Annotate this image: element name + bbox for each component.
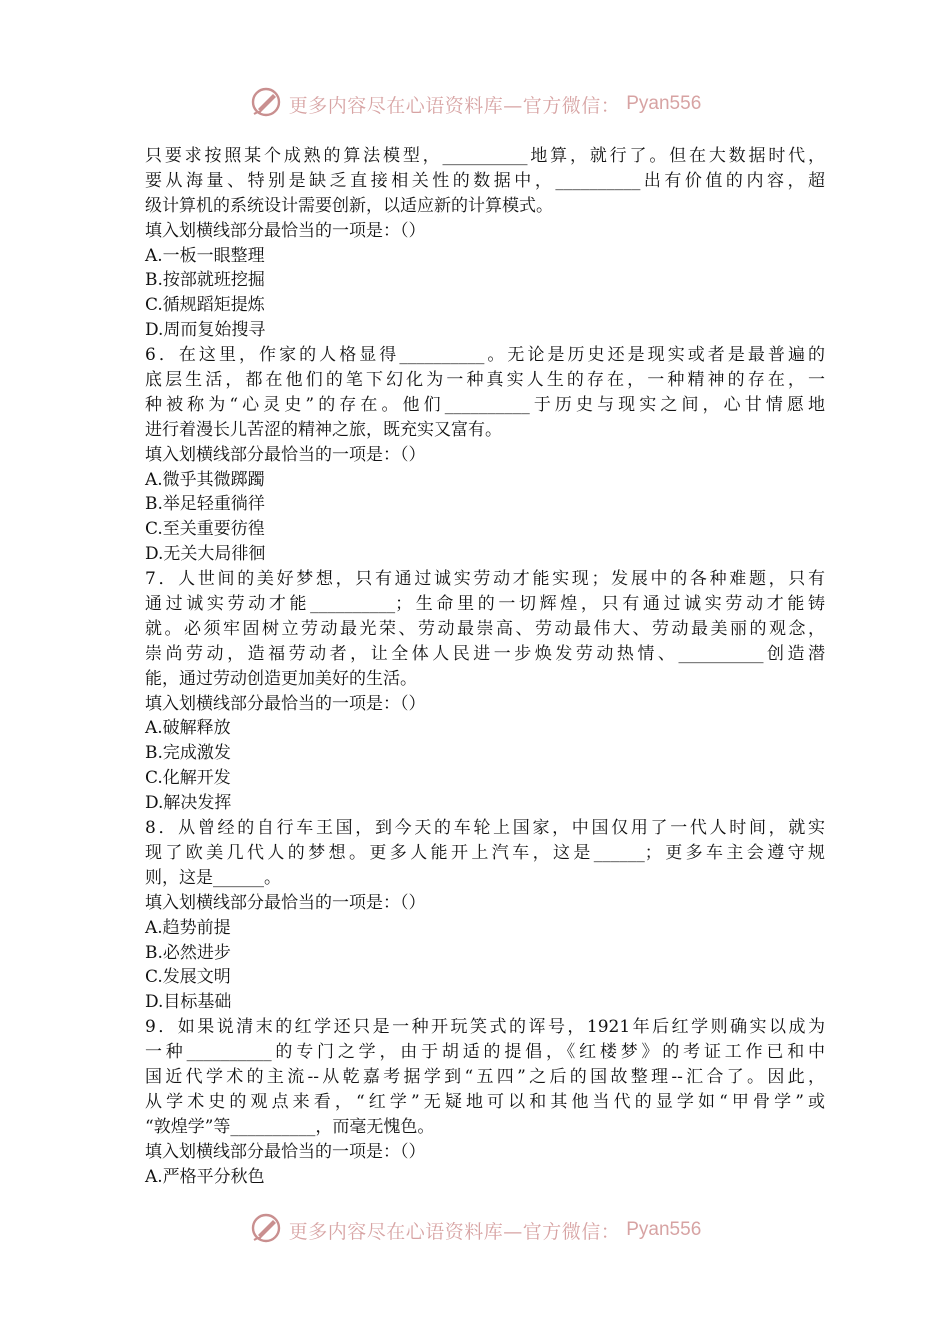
question-prompt: 填入划横线部分最恰当的一项是：（） — [145, 220, 426, 241]
option-c: C.至关重要彷徨 — [145, 519, 265, 540]
question-9-text: 9．如果说清末的红学还只是一种开玩笑式的诨号，1921年后红学则确实以成为 — [145, 1017, 825, 1038]
pen-logo-icon — [249, 85, 283, 123]
option-b: B.必然进步 — [145, 942, 231, 963]
text-line: 要从海量、特别是缺乏直接相关性的数据中，__________出有价值的内容，超 — [145, 170, 825, 191]
option-a: A.破解释放 — [145, 718, 231, 739]
option-d: D.目标基础 — [145, 992, 232, 1013]
question-8-text: 8．从曾经的自行车王国，到今天的车轮上国家，中国仅用了一代人时间，就实 — [145, 818, 825, 839]
footer-watermark-banner — [0, 1210, 950, 1250]
text-line: 则，这是______。 — [145, 867, 281, 888]
option-c: C.循规蹈矩提炼 — [145, 295, 265, 316]
text-line: “敦煌学”等__________，而毫无愧色。 — [145, 1116, 435, 1137]
text-line: 崇尚劳动，造福劳动者，让全体人民进一步焕发劳动热情、__________创造潜 — [145, 643, 825, 664]
document-body — [145, 144, 825, 1189]
text-line: 国近代学术的主流--从乾嘉考据学到“五四”之后的国故整理--汇合了。因此， — [145, 1066, 825, 1087]
option-a: A.严格平分秋色 — [145, 1166, 265, 1187]
question-prompt: 填入划横线部分最恰当的一项是：（） — [145, 444, 426, 465]
option-b: B.完成激发 — [145, 743, 231, 764]
text-line: 能，通过劳动创造更加美好的生活。 — [145, 668, 417, 689]
question-7-text: 7．人世间的美好梦想，只有通过诚实劳动才能实现；发展中的各种难题，只有 — [145, 569, 825, 590]
header-watermark-banner — [0, 84, 950, 124]
text-line: 现了欧美几代人的梦想。更多人能开上汽车，这是______；更多车主会遵守规 — [145, 842, 825, 863]
option-d: D.无关大局徘徊 — [145, 544, 266, 565]
text-line: 通过诚实劳动才能__________；生命里的一切辉煌，只有通过诚实劳动才能铸 — [145, 594, 825, 615]
question-prompt: 填入划横线部分最恰当的一项是：（） — [145, 693, 426, 714]
header-wechat-id: Pyan556 — [626, 93, 702, 114]
question-prompt: 填入划横线部分最恰当的一项是：（） — [145, 892, 426, 913]
option-d: D.周而复始搜寻 — [145, 320, 266, 341]
text-line: 从学术史的观点来看，“红学”无疑地可以和其他当代的显学如“甲骨学”或 — [145, 1091, 825, 1112]
text-line: 进行着漫长儿苦涩的精神之旅，既充实又富有。 — [145, 419, 502, 440]
option-c: C.化解开发 — [145, 768, 231, 789]
text-line: 底层生活，都在他们的笔下幻化为一种真实人生的存在，一种精神的存在，一 — [145, 370, 825, 391]
header-banner-text: 更多内容尽在心语资料库—官方微信： — [288, 94, 621, 117]
text-line: 级计算机的系统设计需要创新，以适应新的计算模式。 — [145, 195, 553, 216]
option-a: A.趋势前提 — [145, 917, 231, 938]
text-line: 只要求按照某个成熟的算法模型，__________地算，就行了。但在大数据时代， — [145, 146, 825, 166]
footer-wechat-id: Pyan556 — [626, 1219, 702, 1240]
text-line: 种被称为“心灵史”的存在。他们__________于历史与现实之间，心甘情愿地 — [145, 394, 825, 415]
pen-logo-icon — [249, 1211, 283, 1249]
option-b: B.按部就班挖掘 — [145, 270, 265, 291]
question-6-text: 6．在这里，作家的人格显得__________。无论是历史还是现实或者是最普遍的 — [145, 345, 825, 366]
option-a: A.微乎其微踯躅 — [145, 469, 265, 490]
option-d: D.解决发挥 — [145, 793, 232, 814]
option-c: C.发展文明 — [145, 967, 231, 988]
footer-banner-text: 更多内容尽在心语资料库—官方微信： — [288, 1220, 621, 1243]
text-line: 一种__________的专门之学，由于胡适的提倡，《红楼梦》的考证工作已和中 — [145, 1042, 825, 1063]
text-line: 就。必须牢固树立劳动最光荣、劳动最崇高、劳动最伟大、劳动最美丽的观念， — [145, 618, 825, 639]
option-a: A.一板一眼整理 — [145, 245, 265, 266]
option-b: B.举足轻重徜徉 — [145, 494, 265, 515]
question-prompt: 填入划横线部分最恰当的一项是：（） — [145, 1141, 426, 1162]
